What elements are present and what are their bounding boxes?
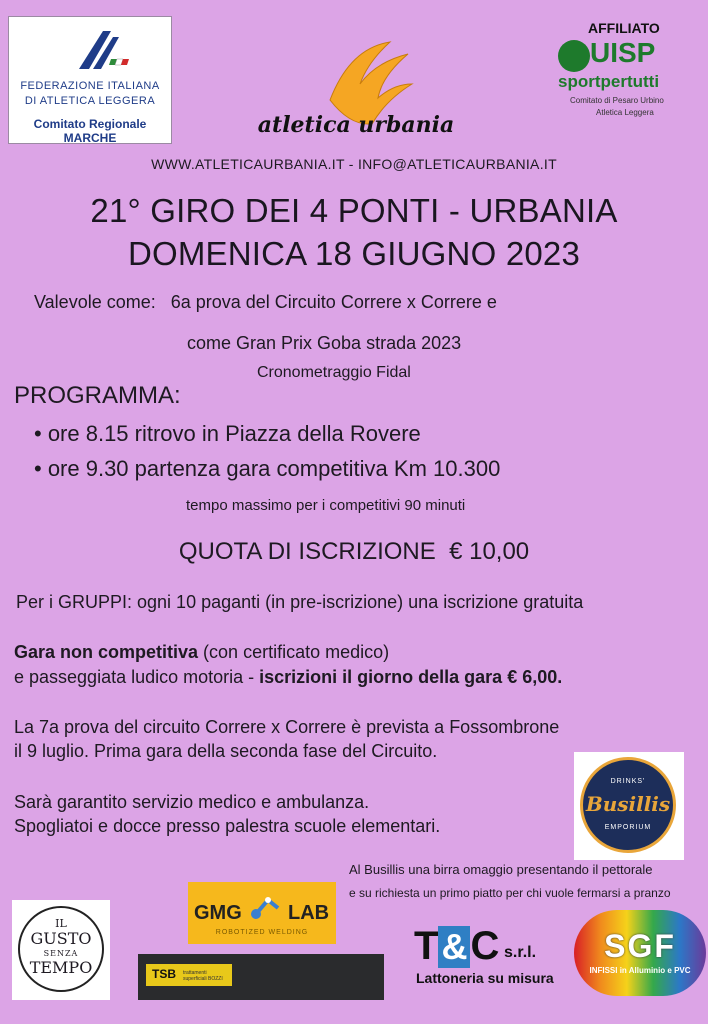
- tc-tagline: Lattoneria su misura: [416, 970, 554, 986]
- valevole-line1: Valevole come: 6a prova del Circuito Correre x Correre e: [34, 292, 497, 312]
- servizi-line1: Sarà garantito servizio medico e ambulanza.: [14, 792, 370, 812]
- programma-item: • ore 9.30 partenza gara competitiva Km 10.300: [34, 456, 501, 481]
- fidal-logo: [8, 16, 172, 144]
- programma-item: • ore 8.15 ritrovo in Piazza della Rovere: [34, 421, 421, 446]
- sgf-name: SGF: [604, 928, 676, 964]
- busillis-logo: [574, 752, 684, 860]
- urbania-wordmark: atletica urbania: [257, 112, 455, 138]
- fidal-emblem-icon: [73, 29, 133, 71]
- uisp-comitato-1: Comitato di Pesaro Urbino: [570, 96, 664, 105]
- tsb-sub: trattamenti superficiali BOZZI: [183, 970, 223, 982]
- sgf-sub: INFISSI in Alluminio e PVC: [589, 966, 691, 975]
- tc-srl-logo: [414, 924, 564, 990]
- uisp-brand: UISP: [590, 37, 656, 68]
- servizi-line2: Spogliatoi e docce presso palestra scuole elementari.: [14, 816, 441, 836]
- busillis-drinks: DRINKS': [610, 778, 646, 785]
- busillis-note-1: Al Busillis una birra omaggio presentando il pettorale: [349, 862, 653, 877]
- circuito-line1: La 7a prova del circuito Correre x Correre è prevista a Fossombrone: [14, 717, 560, 737]
- gusto-text: SENZA: [43, 949, 79, 958]
- non-competitiva-line1: Gara non competitiva (con certificato medico): [14, 642, 390, 662]
- tc-srl: s.r.l.: [504, 944, 537, 961]
- busillis-badge-icon: [580, 757, 676, 853]
- fidal-line2: DI ATLETICA LEGGERA: [24, 95, 156, 107]
- gmg-lab-logo: [188, 882, 336, 944]
- tc-mark: T&C: [414, 924, 500, 968]
- uisp-comitato-2: Atletica Leggera: [596, 108, 654, 117]
- atletica-urbania-logo: [236, 40, 476, 140]
- gmg-sub: ROBOTIZED WELDING: [215, 929, 309, 936]
- cronometraggio: Cronometraggio Fidal: [257, 364, 411, 381]
- uisp-ball-icon: [558, 40, 590, 72]
- busillis-note-2: e su richiesta un primo piatto per chi vuole fermarsi a pranzo: [349, 886, 671, 900]
- non-competitiva-line2: e passeggiata ludico motoria - iscrizioni il giorno della gara € 6,00.: [14, 667, 563, 687]
- contact-line: WWW.ATLETICAURBANIA.IT - INFO@ATLETICAURBANIA.IT: [151, 156, 557, 172]
- sgf-logo: [574, 910, 706, 996]
- circuito-line2: il 9 luglio. Prima gara della seconda fase del Circuito.: [14, 741, 438, 761]
- event-date: DOMENICA 18 GIUGNO 2023: [127, 235, 581, 272]
- busillis-emporium: EMPORIUM: [604, 824, 652, 831]
- affiliato-label: AFFILIATO: [588, 20, 660, 36]
- programma-heading: PROGRAMMA:: [14, 382, 181, 409]
- quota-iscrizione: QUOTA DI ISCRIZIONE € 10,00: [178, 538, 530, 565]
- gusto-senza-tempo-logo: [12, 900, 110, 1000]
- tsb-logo: [138, 954, 384, 1000]
- uisp-logo: [556, 20, 690, 130]
- robot-arm-icon: [248, 888, 284, 922]
- gruppi-info: Per i GRUPPI: ogni 10 paganti (in pre-iscrizione) una iscrizione gratuita: [16, 592, 584, 612]
- gmg-lab: LAB: [288, 902, 330, 924]
- tsb-name: TSB: [152, 967, 176, 981]
- gusto-text: GUSTO: [30, 929, 92, 948]
- gusto-text: IL: [55, 917, 67, 930]
- gusto-text: TEMPO: [29, 958, 93, 977]
- busillis-name: Busillis: [585, 792, 671, 816]
- valevole-line2: come Gran Prix Goba strada 2023: [187, 333, 462, 353]
- uisp-tagline: sportpertutti: [558, 72, 660, 91]
- fidal-line3: Comitato Regionale MARCHE: [33, 117, 147, 145]
- fidal-line1: FEDERAZIONE ITALIANA: [20, 80, 160, 92]
- event-title: 21° GIRO DEI 4 PONTI - URBANIA: [90, 192, 618, 229]
- tempo-massimo: tempo massimo per i competitivi 90 minuti: [186, 497, 466, 514]
- gmg-name: GMG: [194, 902, 242, 924]
